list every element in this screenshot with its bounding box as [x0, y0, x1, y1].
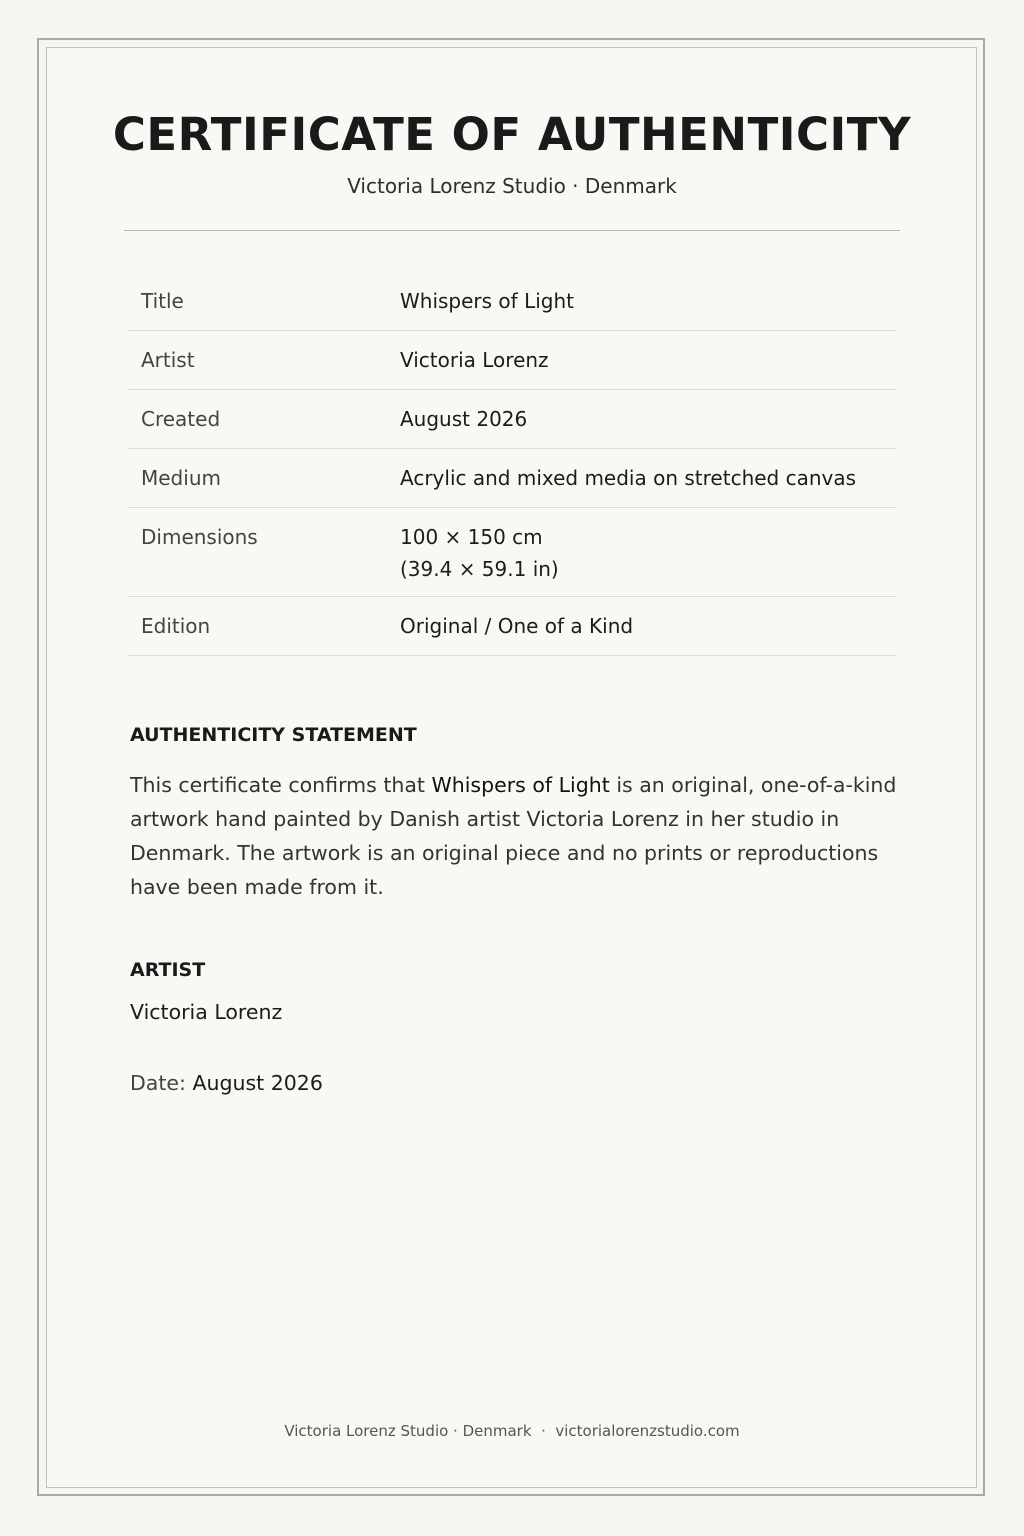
detail-row-edition — [128, 597, 896, 656]
artist-heading: ARTIST — [130, 959, 206, 981]
detail-label: Created — [141, 407, 221, 431]
statement-text-after: is an original, one-of-a-kind artwork hand painted by Danish artist Victoria Lorenz in her studio in Denmark. The artwork is an original piece and no prints or reproductions have been made from it. — [130, 773, 897, 899]
detail-label: Dimensions — [141, 525, 258, 549]
detail-row-title — [128, 272, 896, 331]
detail-value: Whispers of Light — [400, 289, 574, 313]
detail-value: Victoria Lorenz — [400, 348, 549, 372]
detail-value: Original / One of a Kind — [400, 614, 634, 638]
artwork-details-table — [128, 272, 896, 656]
dimensions-imperial: (39.4 × 59.1 in) — [400, 557, 559, 581]
dimensions-metric: 100 × 150 cm — [400, 525, 543, 549]
detail-label: Title — [141, 289, 184, 313]
date-value: August 2026 — [192, 1071, 323, 1095]
date-line — [130, 1071, 323, 1095]
artist-name: Victoria Lorenz — [130, 1000, 283, 1024]
detail-label: Edition — [141, 614, 211, 638]
statement-text — [130, 768, 900, 904]
date-label: Date: — [130, 1071, 186, 1095]
statement-artwork-title: Whispers of Light — [431, 773, 610, 797]
detail-row-artist — [128, 331, 896, 390]
detail-label: Artist — [141, 348, 195, 372]
header-divider — [124, 230, 900, 231]
detail-value: Acrylic and mixed media on stretched canvas — [400, 466, 857, 490]
studio-subtitle: Victoria Lorenz Studio · Denmark — [347, 174, 677, 198]
detail-row-dimensions — [128, 508, 896, 597]
detail-row-created — [128, 390, 896, 449]
detail-label: Medium — [141, 466, 221, 490]
detail-row-medium — [128, 449, 896, 508]
detail-value — [400, 521, 896, 585]
statement-heading: AUTHENTICITY STATEMENT — [130, 724, 417, 746]
certificate-title: CERTIFICATE OF AUTHENTICITY — [112, 108, 912, 161]
footer-text: Victoria Lorenz Studio · Denmark · victorialorenzstudio.com — [284, 1422, 740, 1440]
statement-text-before: This certificate confirms that — [130, 773, 432, 797]
detail-value: August 2026 — [400, 407, 528, 431]
